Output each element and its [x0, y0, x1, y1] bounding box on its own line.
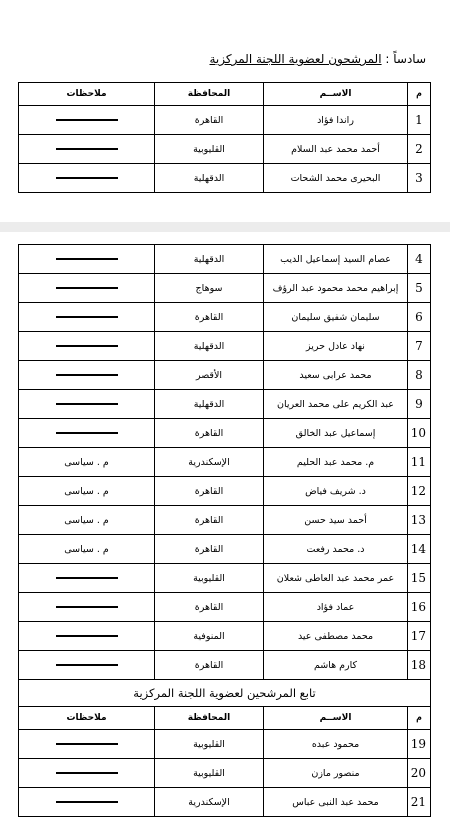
empty-note-dash: [56, 801, 118, 803]
header-name: الاســم: [264, 83, 408, 106]
notes-cell: م . سياسى: [19, 448, 155, 477]
notes-cell: م . سياسى: [19, 477, 155, 506]
row-number: 3: [408, 164, 431, 193]
governorate: القاهرة: [155, 477, 264, 506]
empty-note-dash: [56, 177, 118, 179]
row-number: 18: [408, 651, 431, 680]
empty-note-dash: [56, 772, 118, 774]
table-row: [19, 622, 431, 651]
notes-cell: [19, 788, 155, 817]
notes-cell: م . سياسى: [19, 535, 155, 564]
governorate: القليوبية: [155, 135, 264, 164]
empty-note-dash: [56, 345, 118, 347]
page-separator: [0, 222, 450, 232]
table-row: [19, 506, 431, 535]
candidate-name: محمد عبد النبى عباس: [264, 788, 408, 817]
governorate: الدقهلية: [155, 245, 264, 274]
notes-cell: [19, 245, 155, 274]
governorate: الدقهلية: [155, 390, 264, 419]
row-number: 8: [408, 361, 431, 390]
empty-note-dash: [56, 635, 118, 637]
row-number: 20: [408, 759, 431, 788]
candidate-name: عصام السيد إسماعيل الديب: [264, 245, 408, 274]
candidate-name: منصور مازن: [264, 759, 408, 788]
table-row: [19, 164, 431, 193]
row-number: 12: [408, 477, 431, 506]
candidate-name: عماد فؤاد: [264, 593, 408, 622]
table-row: [19, 245, 431, 274]
table-row: [19, 106, 431, 135]
table-row: [19, 535, 431, 564]
empty-note-dash: [56, 258, 118, 260]
candidate-name: د. شريف فياض: [264, 477, 408, 506]
row-number: 2: [408, 135, 431, 164]
candidate-name: سليمان شفيق سليمان: [264, 303, 408, 332]
notes-cell: [19, 164, 155, 193]
table-row: [19, 730, 431, 759]
row-number: 4: [408, 245, 431, 274]
row-number: 21: [408, 788, 431, 817]
table-row: [19, 274, 431, 303]
notes-cell: [19, 593, 155, 622]
candidate-name: إبراهيم محمد محمود عبد الرؤف: [264, 274, 408, 303]
candidate-name: أحمد محمد عبد السلام: [264, 135, 408, 164]
governorate: القاهرة: [155, 535, 264, 564]
governorate: الدقهلية: [155, 332, 264, 361]
empty-note-dash: [56, 606, 118, 608]
table-row: [19, 788, 431, 817]
header-gov: المحافظة: [155, 707, 264, 730]
governorate: القليوبية: [155, 730, 264, 759]
empty-note-dash: [56, 374, 118, 376]
notes-cell: [19, 419, 155, 448]
candidate-name: م. محمد عبد الحليم: [264, 448, 408, 477]
table-row: [19, 759, 431, 788]
notes-cell: [19, 564, 155, 593]
table-row: [19, 448, 431, 477]
row-number: 9: [408, 390, 431, 419]
empty-note-dash: [56, 664, 118, 666]
candidate-name: أحمد سيد حسن: [264, 506, 408, 535]
header-notes: ملاحظات: [19, 83, 155, 106]
candidates-table-1: [18, 82, 431, 193]
governorate: المنوفية: [155, 622, 264, 651]
empty-note-dash: [56, 148, 118, 150]
empty-note-dash: [56, 119, 118, 121]
notes-cell: [19, 274, 155, 303]
candidate-name: نهاد عادل حريز: [264, 332, 408, 361]
section-title: [210, 52, 427, 66]
section-title-prefix: سادساً :: [381, 52, 426, 66]
row-number: 17: [408, 622, 431, 651]
governorate: الأقصر: [155, 361, 264, 390]
governorate: الدقهلية: [155, 164, 264, 193]
notes-cell: [19, 106, 155, 135]
notes-cell: [19, 303, 155, 332]
empty-note-dash: [56, 287, 118, 289]
continued-title-row: [19, 680, 431, 707]
empty-note-dash: [56, 743, 118, 745]
notes-cell: [19, 651, 155, 680]
candidate-name: عمر محمد عبد العاطى شعلان: [264, 564, 408, 593]
candidate-name: راندا فؤاد: [264, 106, 408, 135]
table-row: [19, 303, 431, 332]
governorate: القليوبية: [155, 564, 264, 593]
notes-cell: [19, 135, 155, 164]
governorate: القاهرة: [155, 651, 264, 680]
row-number: 19: [408, 730, 431, 759]
row-number: 6: [408, 303, 431, 332]
governorate: القاهرة: [155, 593, 264, 622]
table-row: [19, 651, 431, 680]
table-row: [19, 361, 431, 390]
page-1: [0, 0, 450, 222]
row-number: 5: [408, 274, 431, 303]
row-number: 13: [408, 506, 431, 535]
row-number: 16: [408, 593, 431, 622]
table-row: [19, 593, 431, 622]
candidates-table-2: [18, 244, 431, 817]
table-row: [19, 477, 431, 506]
header-gov: المحافظة: [155, 83, 264, 106]
notes-cell: [19, 390, 155, 419]
continued-title: تابع المرشحين لعضوية اللجنة المركزية: [19, 680, 431, 707]
notes-cell: [19, 332, 155, 361]
governorate: القاهرة: [155, 506, 264, 535]
notes-cell: [19, 361, 155, 390]
table-row: [19, 419, 431, 448]
notes-cell: [19, 622, 155, 651]
candidate-name: محمد عرابى سعيد: [264, 361, 408, 390]
candidate-name: د. محمد رفعت: [264, 535, 408, 564]
section-title-text: المرشحون لعضوية اللجنة المركزية: [209, 52, 382, 66]
header-notes: ملاحظات: [19, 707, 155, 730]
notes-cell: م . سياسى: [19, 506, 155, 535]
candidate-name: البحيرى محمد الشحات: [264, 164, 408, 193]
governorate: سوهاج: [155, 274, 264, 303]
header-num: م: [408, 83, 431, 106]
governorate: القاهرة: [155, 419, 264, 448]
table-header-row: [19, 707, 431, 730]
governorate: القاهرة: [155, 106, 264, 135]
candidate-name: محمود عبده: [264, 730, 408, 759]
table-row: [19, 332, 431, 361]
table-row: [19, 135, 431, 164]
governorate: القليوبية: [155, 759, 264, 788]
candidate-name: محمد مصطفى عيد: [264, 622, 408, 651]
empty-note-dash: [56, 432, 118, 434]
table-header-row: [19, 83, 431, 106]
candidate-name: عبد الكريم على محمد العريان: [264, 390, 408, 419]
row-number: 11: [408, 448, 431, 477]
row-number: 7: [408, 332, 431, 361]
governorate: القاهرة: [155, 303, 264, 332]
empty-note-dash: [56, 403, 118, 405]
governorate: الإسكندرية: [155, 788, 264, 817]
notes-cell: [19, 759, 155, 788]
row-number: 10: [408, 419, 431, 448]
empty-note-dash: [56, 577, 118, 579]
row-number: 14: [408, 535, 431, 564]
header-name: الاســم: [264, 707, 408, 730]
row-number: 1: [408, 106, 431, 135]
notes-cell: [19, 730, 155, 759]
table-row: [19, 564, 431, 593]
candidate-name: كارم هاشم: [264, 651, 408, 680]
empty-note-dash: [56, 316, 118, 318]
table-row: [19, 390, 431, 419]
governorate: الإسكندرية: [155, 448, 264, 477]
header-num: م: [408, 707, 431, 730]
row-number: 15: [408, 564, 431, 593]
candidate-name: إسماعيل عبد الخالق: [264, 419, 408, 448]
